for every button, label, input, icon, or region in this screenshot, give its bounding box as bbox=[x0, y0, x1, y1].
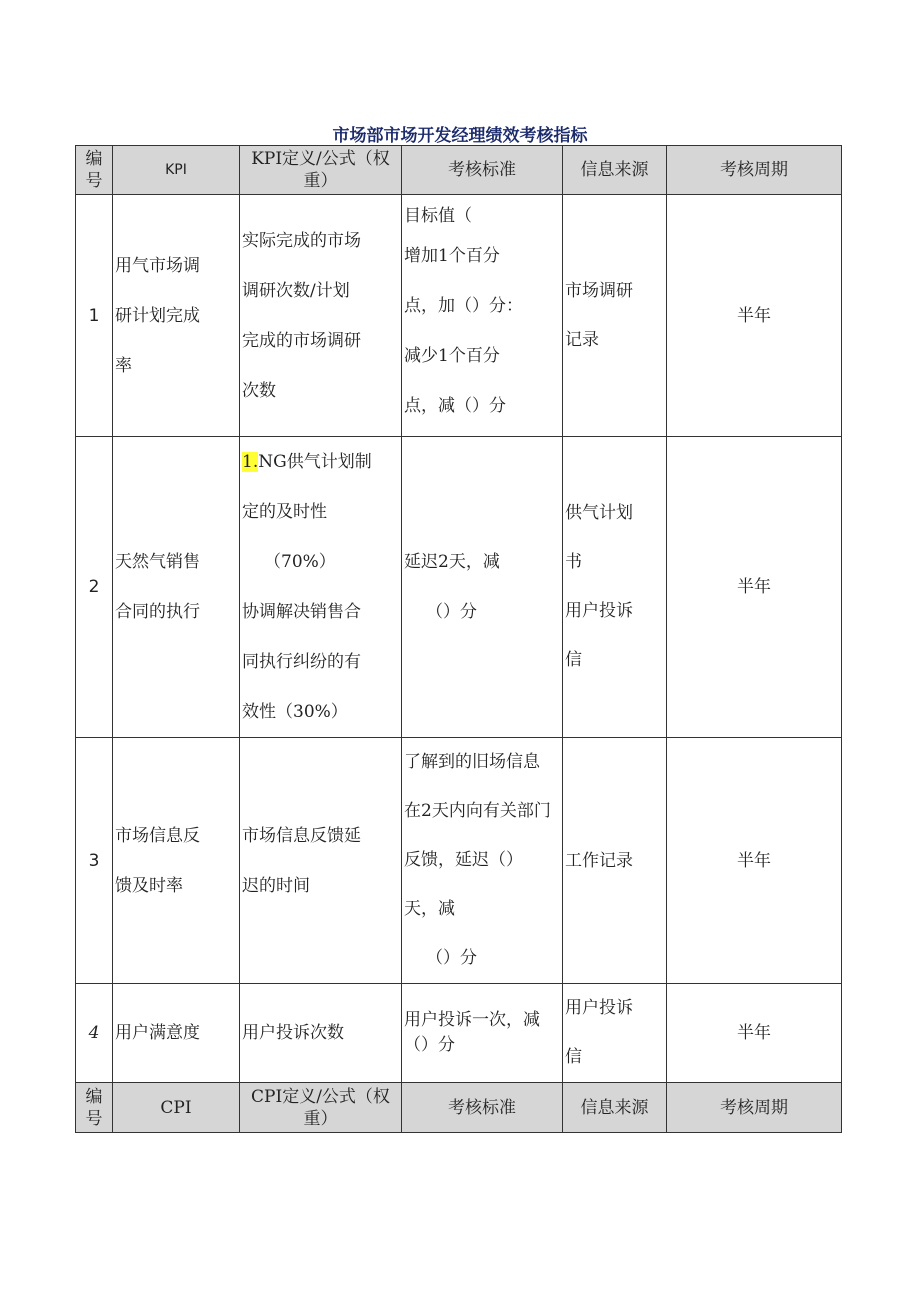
cpi-header-period: 考核周期 bbox=[667, 1083, 842, 1133]
definition-cell: 市场信息反馈延 迟的时间 bbox=[240, 738, 402, 984]
cpi-header-source: 信息来源 bbox=[563, 1083, 667, 1133]
definition-cell: 用户投诉次数 bbox=[240, 984, 402, 1083]
kpi-cell: 用气市场调 研计划完成 率 bbox=[113, 195, 240, 437]
standard-cell: 了解到的旧场信息 在2天内向有关部门 反馈，延迟（） 天，减 （）分 bbox=[402, 738, 563, 984]
highlighted-text: 1. bbox=[242, 452, 259, 472]
cpi-header-no: 编 号 bbox=[76, 1083, 113, 1133]
kpi-cell: 市场信息反 馈及时率 bbox=[113, 738, 240, 984]
cpi-header-row bbox=[76, 1083, 842, 1133]
row-number: 3 bbox=[76, 738, 113, 984]
table-row bbox=[76, 738, 842, 984]
header-standard: 考核标准 bbox=[402, 146, 563, 195]
table-header-row bbox=[76, 146, 842, 195]
period-cell: 半年 bbox=[667, 195, 842, 437]
table-row bbox=[76, 984, 842, 1083]
source-cell: 供气计划 书 用户投诉 信 bbox=[563, 437, 667, 738]
table-row bbox=[76, 195, 842, 437]
kpi-cell: 天然气销售 合同的执行 bbox=[113, 437, 240, 738]
definition-cell: 1.NG供气计划制 定的及时性 （70%） 协调解决销售合 同执行纠纷的有 效性（30%） bbox=[240, 437, 402, 738]
header-no: 编 号 bbox=[76, 146, 113, 195]
row-number: 4 bbox=[76, 984, 113, 1083]
row-number: 1 bbox=[76, 195, 113, 437]
header-period: 考核周期 bbox=[667, 146, 842, 195]
period-cell: 半年 bbox=[667, 738, 842, 984]
source-cell: 市场调研 记录 bbox=[563, 195, 667, 437]
row-number: 2 bbox=[76, 437, 113, 738]
page-title: 市场部市场开发经理绩效考核指标 bbox=[332, 126, 588, 146]
header-definition: KPI定义/公式（权 重） bbox=[240, 146, 402, 195]
kpi-table bbox=[75, 145, 842, 1133]
table-row bbox=[76, 437, 842, 738]
header-source: 信息来源 bbox=[563, 146, 667, 195]
cpi-header-definition: CPI定义/公式（权 重） bbox=[240, 1083, 402, 1133]
kpi-cell: 用户满意度 bbox=[113, 984, 240, 1083]
standard-cell: 用户投诉一次，减 （）分 bbox=[402, 984, 563, 1083]
standard-cell: 目标值（ 增加1个百分 点，加（）分： 减少1个百分 点，减（）分 bbox=[402, 195, 563, 437]
source-cell: 用户投诉 信 bbox=[563, 984, 667, 1083]
definition-cell: 实际完成的市场 调研次数/计划 完成的市场调研 次数 bbox=[240, 195, 402, 437]
source-cell: 工作记录 bbox=[563, 738, 667, 984]
cpi-header-standard: 考核标准 bbox=[402, 1083, 563, 1133]
cpi-header-cpi: CPI bbox=[113, 1083, 240, 1133]
standard-cell: 延迟2天，减 （）分 bbox=[402, 437, 563, 738]
period-cell: 半年 bbox=[667, 984, 842, 1083]
period-cell: 半年 bbox=[667, 437, 842, 738]
header-kpi: KPI bbox=[113, 146, 240, 195]
